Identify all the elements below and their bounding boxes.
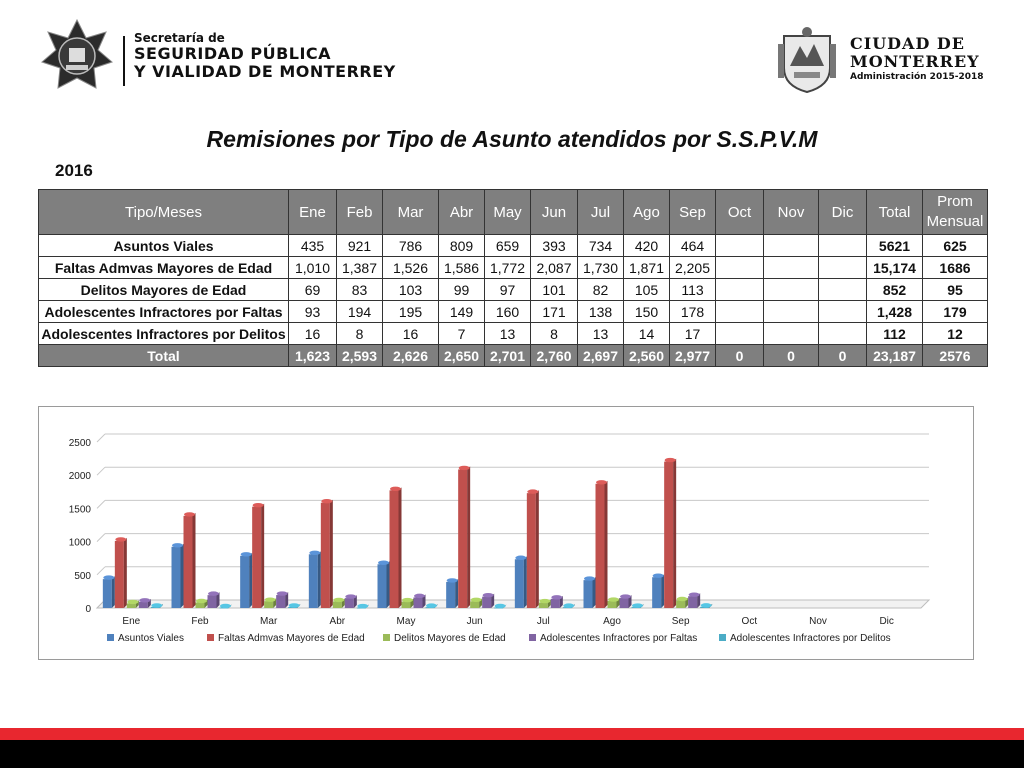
row-total: 112 (867, 323, 923, 345)
legend-label: Adolescentes Infractores por Faltas (540, 633, 698, 644)
row-prom-mensual: 95 (923, 279, 988, 301)
ssp-line2: SEGURIDAD PÚBLICA (134, 44, 332, 64)
bar-top (515, 556, 526, 560)
bar-top (689, 592, 700, 596)
bar-top (539, 599, 550, 603)
bar (584, 576, 596, 608)
x-tick-label: Dic (879, 616, 894, 627)
bar-top (333, 598, 344, 602)
bar (527, 489, 539, 608)
table-cell: 195 (383, 301, 439, 323)
bar-front (127, 603, 136, 608)
total-cell: 2,593 (337, 345, 383, 367)
table-cell: 393 (531, 235, 578, 257)
bar-top (551, 595, 562, 599)
total-row-label: Total (39, 345, 289, 367)
x-tick-label: Jun (466, 616, 483, 627)
data-table (38, 189, 988, 367)
table-cell: 786 (383, 235, 439, 257)
table-cell: 99 (439, 279, 485, 301)
bar-front (115, 541, 124, 608)
table-cell (819, 301, 867, 323)
bar-side (261, 504, 264, 608)
bar (482, 593, 494, 608)
table-cell: 194 (337, 301, 383, 323)
x-tick-label: Abr (329, 616, 346, 627)
table-header-cell: Ene (289, 190, 337, 235)
table-cell: 734 (578, 235, 624, 257)
table-cell: 83 (337, 279, 383, 301)
row-total: 1,428 (867, 301, 923, 323)
bar (252, 503, 264, 608)
bar-front (333, 601, 342, 608)
row-label: Adolescentes Infractores por Delitos (39, 323, 289, 345)
row-total: 852 (867, 279, 923, 301)
bar-side (455, 579, 458, 608)
bar-front (309, 554, 318, 608)
x-tick-label: May (396, 616, 416, 627)
bar-side (181, 544, 184, 608)
bar-top (139, 598, 150, 602)
bar-front (390, 490, 399, 608)
table-header-cell: Nov (764, 190, 819, 235)
ssp-wordmark (134, 32, 396, 80)
table-row (39, 301, 988, 323)
bar-top (459, 466, 470, 470)
bar-top (172, 543, 183, 547)
bar-top (471, 598, 482, 602)
bar (276, 591, 288, 608)
bar-top (220, 604, 231, 608)
bar (470, 598, 482, 608)
bar (676, 597, 688, 608)
bar-top (265, 597, 276, 601)
table-cell: 2,205 (670, 257, 716, 279)
table-row (39, 323, 988, 345)
bar (664, 458, 676, 608)
table-cell (819, 279, 867, 301)
bar-front (184, 516, 193, 608)
bar-front (446, 582, 455, 608)
table-cell: 113 (670, 279, 716, 301)
bar (184, 512, 196, 608)
bar (208, 591, 220, 608)
x-tick-label: Jul (536, 616, 550, 627)
bar (458, 466, 470, 608)
x-tick-label: Sep (671, 616, 690, 627)
total-cell: 2,977 (670, 345, 716, 367)
y-tick-label: 1500 (68, 504, 91, 516)
x-tick-label: Feb (191, 616, 209, 627)
legend-label: Adolescentes Infractores por Delitos (730, 633, 891, 644)
bar-front (688, 596, 697, 608)
table-cell: 69 (289, 279, 337, 301)
bar-front (139, 602, 148, 608)
table-cell: 659 (485, 235, 531, 257)
bar-side (593, 577, 596, 608)
x-tick-label: Ene (122, 616, 141, 627)
bar-top (426, 603, 437, 607)
bar (620, 594, 632, 608)
table-header-cell: Jun (531, 190, 578, 235)
bar-top (653, 573, 664, 577)
bar-front (584, 580, 593, 608)
table-cell: 160 (485, 301, 531, 323)
bar-top (321, 499, 332, 503)
footer-red-band (0, 728, 1024, 740)
bar (596, 480, 608, 608)
city-seal-logo (776, 26, 838, 94)
bar-top (277, 591, 288, 595)
ssp-line1: Secretaría de (134, 31, 225, 45)
bar-front (321, 503, 330, 608)
bar-side (661, 574, 664, 608)
bar (414, 594, 426, 608)
bar-front (551, 599, 560, 608)
table-cell: 149 (439, 301, 485, 323)
table-header-cell: Oct (716, 190, 764, 235)
grand-prom-mensual: 2576 (923, 345, 988, 367)
footer-black-band (0, 740, 1024, 768)
city-line2: MONTERREY (850, 52, 980, 72)
bar-top (608, 597, 619, 601)
total-cell: 2,760 (531, 345, 578, 367)
table-header-cell: Abr (439, 190, 485, 235)
city-wordmark (850, 35, 984, 82)
total-cell: 2,650 (439, 345, 485, 367)
bar-side (318, 551, 321, 608)
bar-side (467, 466, 470, 608)
header (0, 0, 1024, 110)
table-cell: 93 (289, 301, 337, 323)
table-header-row (39, 190, 988, 235)
bar-front (676, 600, 685, 608)
table-header-cell: Mar (383, 190, 439, 235)
police-badge-logo (40, 18, 114, 92)
bar-top (584, 576, 595, 580)
table-cell: 921 (337, 235, 383, 257)
bar (264, 597, 276, 608)
legend-swatch (529, 634, 536, 641)
bar (333, 598, 345, 608)
bar-side (249, 553, 252, 608)
bar (551, 595, 563, 608)
row-label: Asuntos Viales (39, 235, 289, 257)
table-cell (819, 257, 867, 279)
bar-front (527, 493, 536, 608)
bar (115, 537, 127, 608)
table-cell: 150 (624, 301, 670, 323)
table-cell: 105 (624, 279, 670, 301)
table-cell: 1,772 (485, 257, 531, 279)
bar (196, 599, 208, 608)
bar-top (596, 480, 607, 484)
total-cell: 1,623 (289, 345, 337, 367)
bar-top (103, 575, 114, 579)
bar (608, 597, 620, 608)
legend-swatch (719, 634, 726, 641)
bar-side (536, 490, 539, 608)
bar-front (608, 601, 617, 608)
table-cell: 1,010 (289, 257, 337, 279)
bar-front (458, 469, 467, 608)
table-cell: 464 (670, 235, 716, 257)
bar-top (208, 591, 219, 595)
bar-top (677, 597, 688, 601)
table-cell: 16 (383, 323, 439, 345)
gridline-side (97, 567, 105, 575)
table-header-cell: Ago (624, 190, 670, 235)
total-cell: 0 (764, 345, 819, 367)
bar (172, 543, 184, 608)
bar-front (402, 602, 411, 608)
table-row (39, 235, 988, 257)
bar-top (414, 594, 425, 598)
table-cell: 2,087 (531, 257, 578, 279)
bar-top (127, 600, 138, 604)
table-cell: 1,526 (383, 257, 439, 279)
bar-top (483, 593, 494, 597)
table-cell: 17 (670, 323, 716, 345)
bar-front (482, 597, 491, 608)
table-row (39, 257, 988, 279)
table-cell (716, 235, 764, 257)
x-tick-label: Nov (809, 616, 827, 627)
bar-front (208, 595, 217, 608)
total-cell: 2,626 (383, 345, 439, 367)
legend-swatch (107, 634, 114, 641)
table-cell: 420 (624, 235, 670, 257)
total-cell: 2,560 (624, 345, 670, 367)
bar-top (402, 598, 413, 602)
bar-side (112, 576, 115, 608)
bar-side (399, 487, 402, 608)
row-total: 15,174 (867, 257, 923, 279)
table-cell: 97 (485, 279, 531, 301)
bar-front (252, 507, 261, 608)
total-cell: 2,701 (485, 345, 531, 367)
legend-swatch (207, 634, 214, 641)
bar (446, 578, 458, 608)
bar-top (309, 551, 320, 555)
y-tick-label: 0 (85, 604, 91, 615)
bar-front (378, 564, 387, 608)
bar-top (632, 603, 643, 607)
table-header-cell: Prom Mensual (923, 190, 988, 235)
bar-side (605, 481, 608, 608)
table-cell: 14 (624, 323, 670, 345)
bar-front (345, 598, 354, 608)
bar (539, 599, 551, 608)
bar-top (527, 489, 538, 493)
table-cell: 138 (578, 301, 624, 323)
row-label: Faltas Admvas Mayores de Edad (39, 257, 289, 279)
bar-top (701, 603, 712, 607)
bar-side (387, 561, 390, 608)
table-cell: 1,387 (337, 257, 383, 279)
table-cell (764, 323, 819, 345)
y-tick-label: 1000 (68, 537, 91, 549)
legend-label: Asuntos Viales (118, 633, 184, 644)
y-tick-label: 2500 (68, 438, 91, 449)
table-cell (716, 323, 764, 345)
bar-top (196, 599, 207, 603)
table-cell: 13 (578, 323, 624, 345)
legend-swatch (383, 634, 390, 641)
bar-top (447, 578, 458, 582)
table-cell (764, 235, 819, 257)
table-cell: 435 (289, 235, 337, 257)
bar (345, 594, 357, 608)
legend-label: Delitos Mayores de Edad (394, 633, 506, 644)
bar-top (378, 561, 389, 565)
table-header-cell: May (485, 190, 531, 235)
total-cell: 2,697 (578, 345, 624, 367)
table-cell: 82 (578, 279, 624, 301)
bar-side (673, 459, 676, 608)
table-cell (716, 279, 764, 301)
bar-front (196, 602, 205, 608)
table-cell: 8 (337, 323, 383, 345)
table-cell (819, 235, 867, 257)
legend-label: Faltas Admvas Mayores de Edad (218, 633, 365, 644)
bar-front (172, 547, 181, 608)
bar-front (414, 597, 423, 608)
bar-front (515, 559, 524, 608)
bar-top (665, 458, 676, 462)
table-cell (764, 301, 819, 323)
row-prom-mensual: 179 (923, 301, 988, 323)
bar (139, 598, 151, 608)
bar-side (124, 538, 127, 608)
row-label: Delitos Mayores de Edad (39, 279, 289, 301)
table-cell (716, 257, 764, 279)
table-cell (764, 257, 819, 279)
bar-front (470, 601, 479, 608)
table-cell: 1,871 (624, 257, 670, 279)
bar-top (620, 594, 631, 598)
bar-side (524, 556, 527, 608)
gridline-side (97, 534, 105, 542)
year-label: 2016 (55, 161, 93, 180)
bar (390, 487, 402, 608)
table-row (39, 279, 988, 301)
total-cell: 0 (819, 345, 867, 367)
bar-side (193, 513, 196, 608)
table-cell: 171 (531, 301, 578, 323)
bar-front (276, 595, 285, 608)
row-label: Adolescentes Infractores por Faltas (39, 301, 289, 323)
bar-top (241, 552, 252, 556)
bar-chart (39, 407, 973, 659)
total-cell: 0 (716, 345, 764, 367)
chart-container (38, 406, 974, 660)
y-tick-label: 500 (74, 570, 91, 582)
bar (688, 592, 700, 608)
table-cell: 7 (439, 323, 485, 345)
bar (103, 575, 115, 608)
bar-top (345, 594, 356, 598)
row-prom-mensual: 12 (923, 323, 988, 345)
gridline-side (97, 434, 105, 442)
table-cell: 16 (289, 323, 337, 345)
bar (515, 556, 527, 608)
table-cell: 13 (485, 323, 531, 345)
header-tipo-meses: Tipo/Meses (39, 190, 289, 235)
bar-front (539, 603, 548, 608)
bar-top (357, 604, 368, 608)
total-row (39, 345, 988, 367)
table-header-cell: Feb (337, 190, 383, 235)
x-tick-label: Oct (741, 616, 758, 627)
bar-front (103, 579, 112, 608)
bar-top (563, 603, 574, 607)
bar-front (620, 598, 629, 608)
table-cell (716, 301, 764, 323)
table-header-cell: Dic (819, 190, 867, 235)
header-divider (123, 36, 125, 86)
table-cell: 178 (670, 301, 716, 323)
table-header-cell: Sep (670, 190, 716, 235)
table-cell: 103 (383, 279, 439, 301)
table-header-cell: Total (867, 190, 923, 235)
gridline-side (97, 467, 105, 475)
table-cell (819, 323, 867, 345)
table-cell: 809 (439, 235, 485, 257)
row-prom-mensual: 625 (923, 235, 988, 257)
bar-front (664, 462, 673, 608)
x-tick-label: Mar (260, 616, 278, 627)
bar-top (151, 603, 162, 607)
bar-side (330, 500, 333, 608)
table-cell: 1,730 (578, 257, 624, 279)
row-prom-mensual: 1686 (923, 257, 988, 279)
ssp-line3: Y VIALIDAD DE MONTERREY (134, 61, 396, 81)
bar (402, 598, 414, 608)
page-title: Remisiones por Tipo de Asunto atendidos por S.S.P.V.M (206, 126, 818, 152)
bar-top (289, 603, 300, 607)
bar-top (253, 503, 264, 507)
table-cell: 1,586 (439, 257, 485, 279)
city-line1: CIUDAD DE (850, 34, 965, 53)
y-tick-label: 2000 (68, 471, 91, 483)
bar-top (184, 512, 195, 516)
table-header-cell: Jul (578, 190, 624, 235)
grand-total: 23,187 (867, 345, 923, 367)
bar (240, 552, 252, 608)
bar-front (264, 601, 273, 608)
bar (652, 573, 664, 608)
bar (378, 561, 390, 608)
bar-front (596, 484, 605, 608)
table-cell: 8 (531, 323, 578, 345)
administration-period: Administración 2015-2018 (850, 71, 984, 82)
bar (309, 551, 321, 608)
table-cell (764, 279, 819, 301)
bar-top (390, 487, 401, 491)
bar-front (652, 577, 661, 608)
gridline-side (97, 500, 105, 508)
bar-front (240, 556, 249, 608)
table-cell: 101 (531, 279, 578, 301)
bar-top (115, 537, 126, 541)
bar-top (495, 604, 506, 608)
bar (321, 499, 333, 608)
bar (127, 600, 139, 608)
x-tick-label: Ago (603, 616, 621, 627)
row-total: 5621 (867, 235, 923, 257)
